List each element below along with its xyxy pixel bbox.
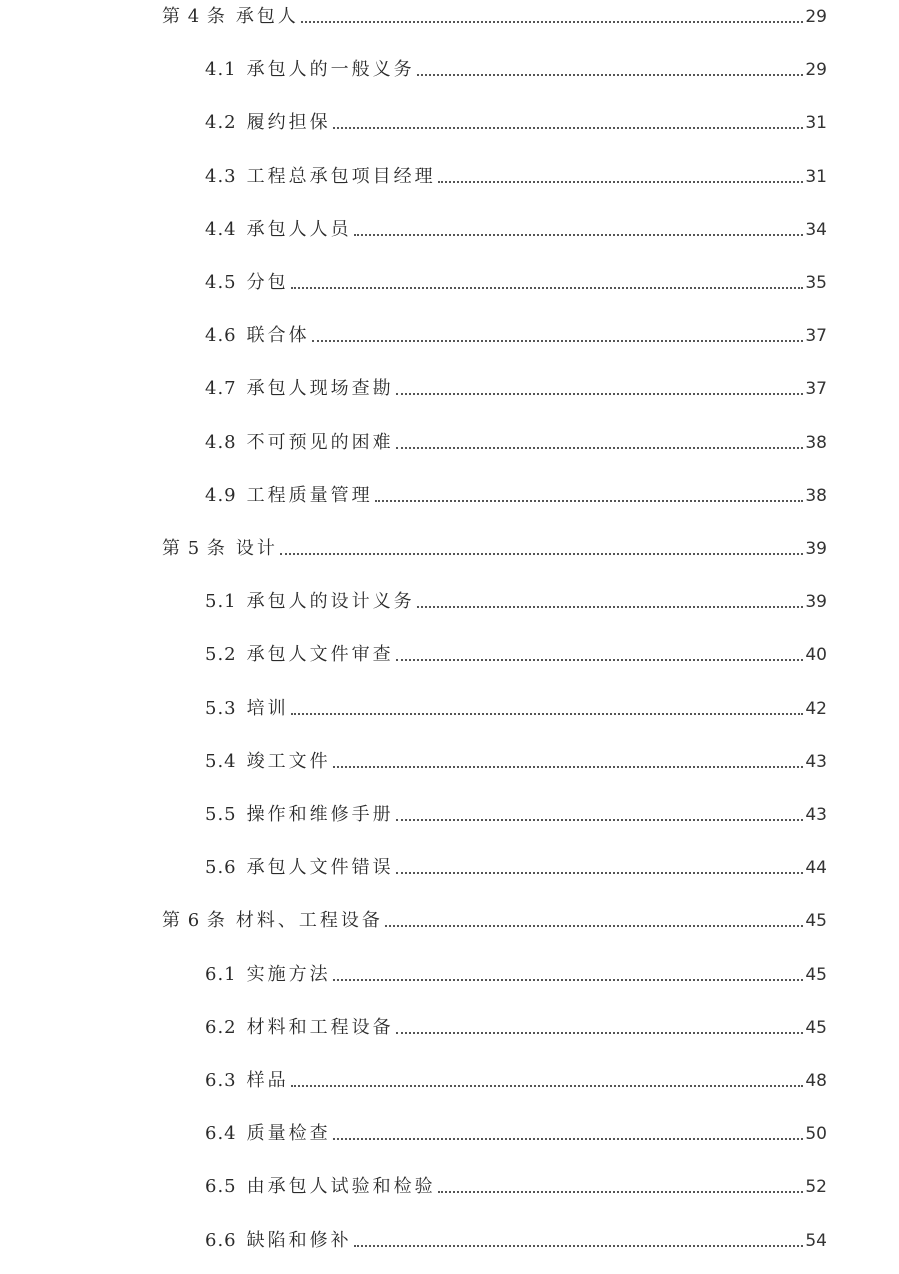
toc-entry-number: 5.3 <box>205 697 237 719</box>
dot-leader <box>396 819 804 821</box>
toc-section-entry[interactable] <box>205 317 827 347</box>
toc-section-entry[interactable] <box>205 1062 827 1092</box>
toc-page-number: 37 <box>805 379 827 400</box>
toc-page-number: 50 <box>805 1124 827 1145</box>
dot-leader <box>301 21 803 23</box>
dot-leader <box>396 872 804 874</box>
toc-entry-title: 工程质量管理 <box>246 484 373 506</box>
dot-leader <box>333 766 804 768</box>
toc-entry-number: 4.7 <box>205 378 237 400</box>
toc-entry-title: 材料、工程设备 <box>235 910 383 932</box>
toc-section-entry[interactable] <box>205 1168 827 1198</box>
toc-entry-number: 6.2 <box>205 1016 237 1038</box>
toc-entry-title: 承包人 <box>235 6 299 27</box>
dot-leader <box>396 393 804 395</box>
toc-page-number: 54 <box>805 1230 827 1251</box>
toc-entry-title: 承包人人员 <box>246 218 352 240</box>
toc-chapter-entry[interactable] <box>162 530 827 560</box>
toc-page-number: 40 <box>805 645 827 666</box>
toc-section-entry[interactable] <box>205 1115 827 1145</box>
toc-entry-number: 5.4 <box>205 750 237 772</box>
toc-entry-title: 缺陷和修补 <box>246 1229 352 1251</box>
toc-section-entry[interactable] <box>205 370 827 400</box>
toc-section-entry[interactable] <box>205 424 827 454</box>
toc-page-number: 38 <box>805 485 827 506</box>
toc-entry-title: 样品 <box>246 1070 289 1091</box>
toc-entry-number: 6.1 <box>205 963 237 985</box>
dot-leader <box>438 181 804 183</box>
toc-entry-number: 第 5 条 <box>162 538 226 559</box>
dot-leader <box>291 713 804 715</box>
toc-entry-title: 竣工文件 <box>246 750 331 772</box>
toc-page-number: 45 <box>805 1017 827 1038</box>
toc-section-entry[interactable] <box>205 796 827 826</box>
toc-chapter-entry[interactable] <box>162 0 827 28</box>
dot-leader <box>417 606 804 608</box>
dot-leader <box>354 234 804 236</box>
dot-leader <box>291 1085 804 1087</box>
toc-page-number: 31 <box>805 113 827 134</box>
toc-entry-title: 工程总承包项目经理 <box>246 165 436 187</box>
toc-page-number: 37 <box>805 326 827 347</box>
toc-entry-number: 5.6 <box>205 857 237 879</box>
toc-entry-number: 4.8 <box>205 431 237 453</box>
dot-leader <box>396 1032 804 1034</box>
toc-entry-title: 培训 <box>246 697 289 719</box>
toc-entry-number: 4.6 <box>205 325 237 347</box>
dot-leader <box>333 979 804 981</box>
dot-leader <box>385 925 803 927</box>
toc-section-entry[interactable] <box>205 636 827 666</box>
dot-leader <box>333 1138 804 1140</box>
toc-page-number: 52 <box>805 1177 827 1198</box>
toc-page-number: 34 <box>805 219 827 240</box>
toc-page-number: 29 <box>805 7 827 27</box>
toc-page-number: 43 <box>805 805 827 825</box>
dot-leader <box>417 74 804 76</box>
toc-page-number: 45 <box>805 964 827 985</box>
dot-leader <box>333 127 804 129</box>
toc-entry-number: 4.1 <box>205 59 237 81</box>
toc-section-entry[interactable] <box>205 1222 827 1252</box>
toc-page-number: 45 <box>805 911 827 932</box>
toc-entry-title: 联合体 <box>246 325 310 347</box>
toc-entry-number: 4.4 <box>205 218 237 240</box>
toc-entry-number: 5.2 <box>205 644 237 666</box>
toc-section-entry[interactable] <box>205 690 827 720</box>
toc-entry-title: 材料和工程设备 <box>246 1016 394 1038</box>
toc-entry-title: 分包 <box>246 272 289 293</box>
dot-leader <box>312 340 804 342</box>
toc-page-number: 42 <box>805 698 827 719</box>
toc-section-entry[interactable] <box>205 211 827 241</box>
dot-leader <box>396 447 804 449</box>
toc-entry-number: 6.3 <box>205 1070 237 1091</box>
toc-section-entry[interactable] <box>205 158 827 188</box>
toc-section-entry[interactable] <box>205 51 827 81</box>
dot-leader <box>354 1245 804 1247</box>
toc-entry-number: 4.3 <box>205 165 237 187</box>
toc-chapter-entry[interactable] <box>162 902 827 932</box>
toc-section-entry[interactable] <box>205 849 827 879</box>
toc-entry-title: 承包人现场查勘 <box>246 378 394 400</box>
toc-entry-number: 4.5 <box>205 272 237 293</box>
toc-page-number: 31 <box>805 166 827 187</box>
toc-entry-title: 不可预见的困难 <box>246 431 394 453</box>
toc-page-number: 43 <box>805 751 827 772</box>
toc-entry-title: 履约担保 <box>246 112 331 134</box>
toc-entry-number: 6.6 <box>205 1229 237 1251</box>
toc-entry-title: 承包人的设计义务 <box>246 591 415 613</box>
dot-leader <box>396 659 804 661</box>
toc-page-number: 44 <box>805 858 827 879</box>
toc-page-number: 38 <box>805 432 827 453</box>
toc-section-entry[interactable] <box>205 743 827 773</box>
toc-entry-number: 4.2 <box>205 112 237 134</box>
toc-page-number: 29 <box>805 60 827 81</box>
toc-section-entry[interactable] <box>205 264 827 294</box>
toc-entry-number: 6.5 <box>205 1176 237 1198</box>
dot-leader <box>375 500 804 502</box>
toc-entry-number: 第 4 条 <box>162 6 226 27</box>
toc-entry-title: 承包人文件审查 <box>246 644 394 666</box>
toc-page-number: 39 <box>805 539 827 559</box>
toc-section-entry[interactable] <box>205 104 827 134</box>
dot-leader <box>291 287 804 289</box>
toc-entry-title: 承包人文件错误 <box>246 857 394 879</box>
toc-section-entry[interactable] <box>205 477 827 507</box>
toc-entry-number: 5.1 <box>205 591 237 613</box>
toc-entry-title: 承包人的一般义务 <box>246 59 415 81</box>
toc-section-entry[interactable] <box>205 583 827 613</box>
toc-entry-title: 操作和维修手册 <box>246 804 394 825</box>
toc-page-number: 39 <box>805 592 827 613</box>
toc-entry-title: 实施方法 <box>246 963 331 985</box>
toc-page-number: 35 <box>805 273 827 293</box>
toc-entry-number: 4.9 <box>205 484 237 506</box>
toc-entry-title: 设计 <box>235 538 278 559</box>
toc-entry-number: 6.4 <box>205 1123 237 1145</box>
toc-entry-number: 5.5 <box>205 804 237 825</box>
dot-leader <box>280 553 803 555</box>
dot-leader <box>438 1191 804 1193</box>
toc-page-number: 48 <box>805 1071 827 1091</box>
toc-section-entry[interactable] <box>205 1009 827 1039</box>
toc-section-entry[interactable] <box>205 956 827 986</box>
toc-entry-number: 第 6 条 <box>162 910 226 932</box>
toc-entry-title: 由承包人试验和检验 <box>246 1176 436 1198</box>
toc-entry-title: 质量检查 <box>246 1123 331 1145</box>
